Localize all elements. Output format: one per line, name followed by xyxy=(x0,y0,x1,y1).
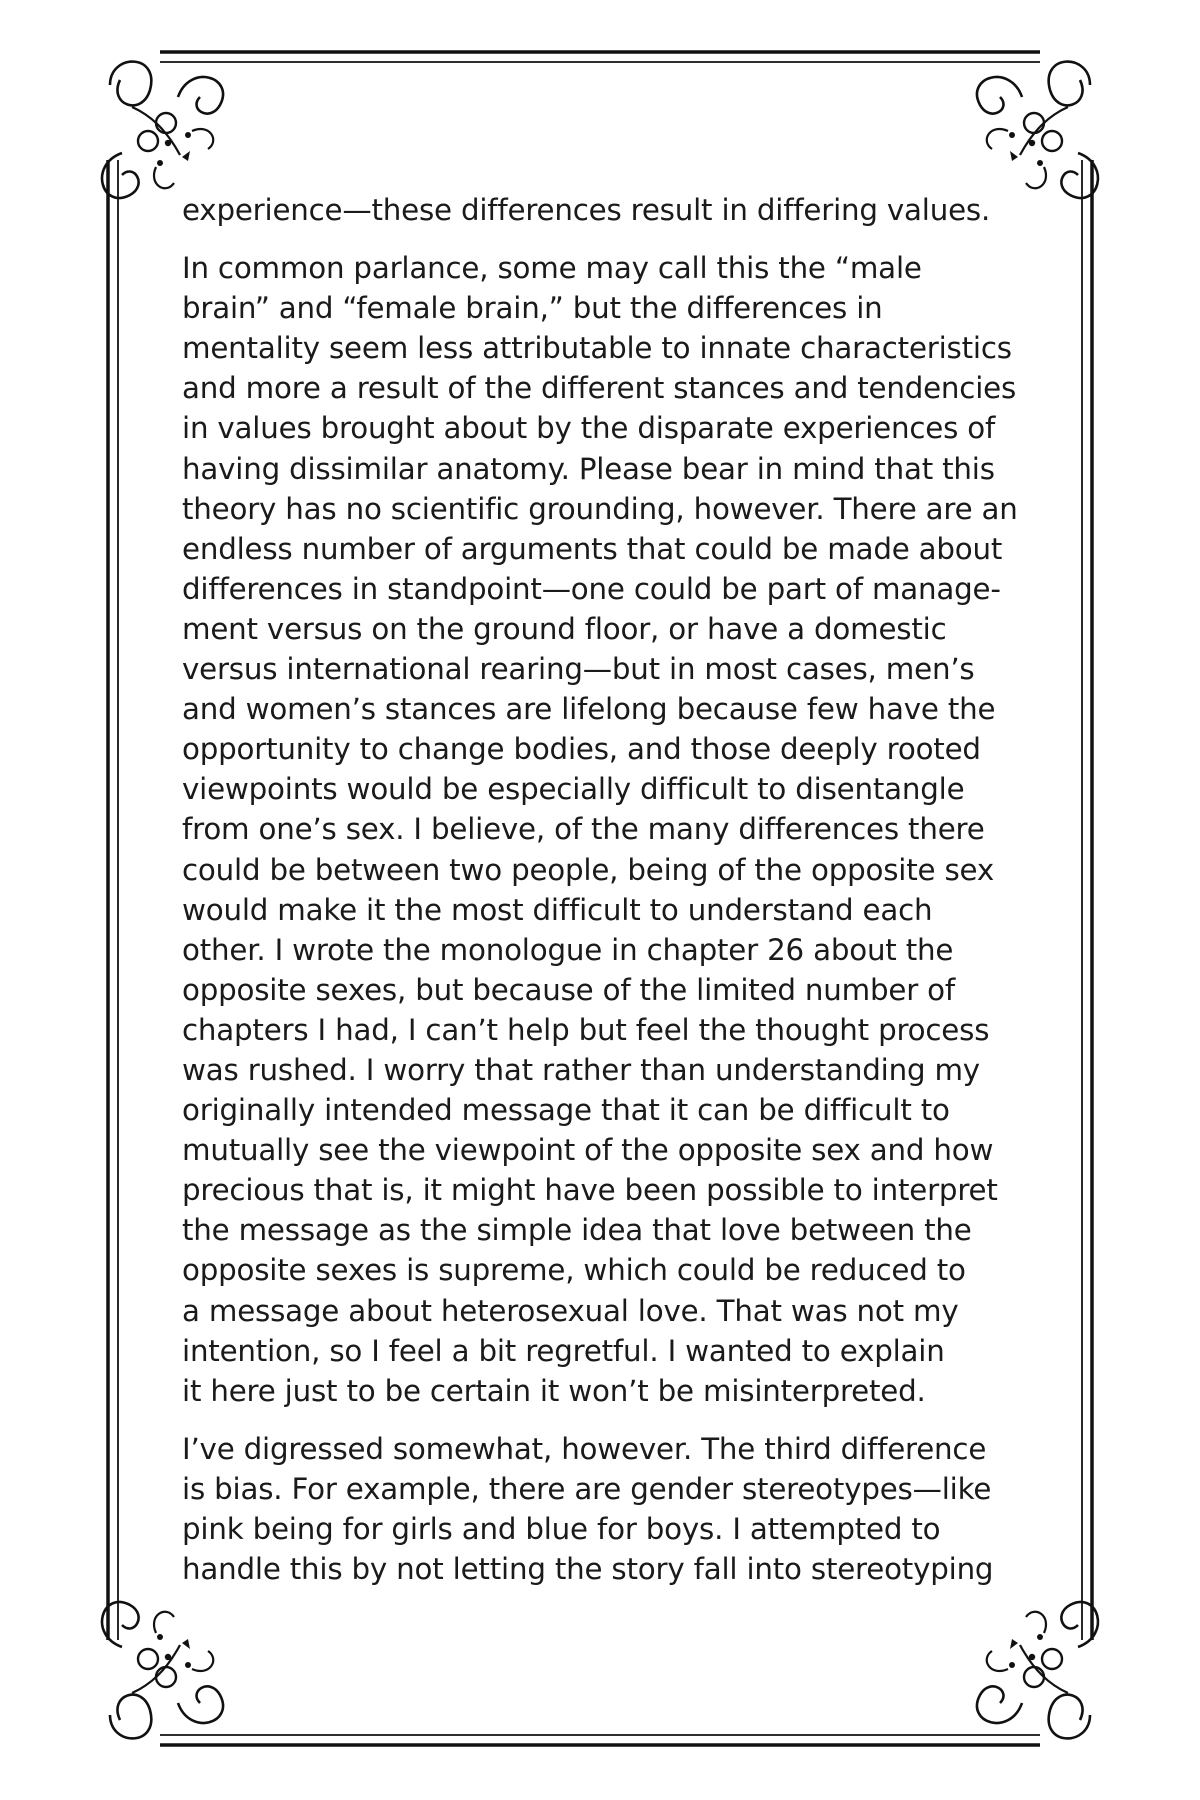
text-line: handle this by not letting the story fall into stereotyping xyxy=(182,1552,994,1587)
text-line: intention, so I feel a bit regretful. I wanted to explain xyxy=(182,1333,945,1368)
text-line: the message as the simple idea that love between the xyxy=(182,1213,972,1248)
text-line: would make it the most difficult to understand each xyxy=(182,892,933,927)
text-line: pink being for girls and blue for boys. I attempted to xyxy=(182,1512,941,1546)
ornament-bottom-right-icon xyxy=(977,1602,1098,1738)
ornament-bottom-left-icon xyxy=(102,1602,223,1738)
ornament-top-right-icon xyxy=(977,62,1098,198)
text-line: theory has no scientific grounding, however. There are an xyxy=(182,491,1018,526)
text-line: experience—these differences result in differing values. xyxy=(182,193,991,227)
text-line: could be between two people, being of the opposite sex xyxy=(182,852,994,887)
paragraph-1 xyxy=(182,190,1042,230)
paragraph-2 xyxy=(182,248,1042,1411)
text-line: was rushed. I worry that rather than understanding my xyxy=(182,1052,980,1087)
text-line: viewpoints would be especially difficult to disentangle xyxy=(182,772,965,807)
body-text xyxy=(182,190,1042,1607)
text-line: other. I wrote the monologue in chapter 26 about the xyxy=(182,932,954,967)
text-line: mutually see the viewpoint of the opposite sex and how xyxy=(182,1133,994,1168)
text-line: in values brought about by the disparate experiences of xyxy=(182,411,996,446)
text-line: mentality seem less attributable to innate characteristics xyxy=(182,331,1012,366)
paragraph-3 xyxy=(182,1429,1042,1589)
text-line: is bias. For example, there are gender stereotypes—like xyxy=(182,1471,992,1506)
text-line: having dissimilar anatomy. Please bear in mind that this xyxy=(182,451,995,486)
text-line: In common parlance, some may call this the “male xyxy=(182,251,922,286)
text-line: precious that is, it might have been possible to interpret xyxy=(182,1173,998,1208)
text-line: opposite sexes, but because of the limited number of xyxy=(182,972,956,1007)
text-line: differences in standpoint—one could be part of manage- xyxy=(182,571,1001,606)
text-line: a message about heterosexual love. That was not my xyxy=(182,1293,959,1328)
text-line: chapters I had, I can’t help but feel the thought process xyxy=(182,1012,990,1047)
text-line: from one’s sex. I believe, of the many differences there xyxy=(182,812,985,847)
text-line: and women’s stances are lifelong because few have the xyxy=(182,692,996,727)
ornament-top-left-icon xyxy=(102,62,223,198)
text-line: brain” and “female brain,” but the differences in xyxy=(182,291,883,326)
text-line: versus international rearing—but in most cases, men’s xyxy=(182,652,975,687)
text-line: opportunity to change bodies, and those deeply rooted xyxy=(182,732,981,767)
text-line: it here just to be certain it won’t be misinterpreted. xyxy=(182,1373,926,1408)
text-line: endless number of arguments that could be made about xyxy=(182,531,1003,566)
text-line: I’ve digressed somewhat, however. The third difference xyxy=(182,1431,987,1466)
text-line: opposite sexes is supreme, which could be reduced to xyxy=(182,1253,966,1288)
text-line: originally intended message that it can be difficult to xyxy=(182,1093,950,1128)
text-line: and more a result of the different stances and tendencies xyxy=(182,371,1017,406)
text-line: ment versus on the ground floor, or have a domestic xyxy=(182,611,947,646)
